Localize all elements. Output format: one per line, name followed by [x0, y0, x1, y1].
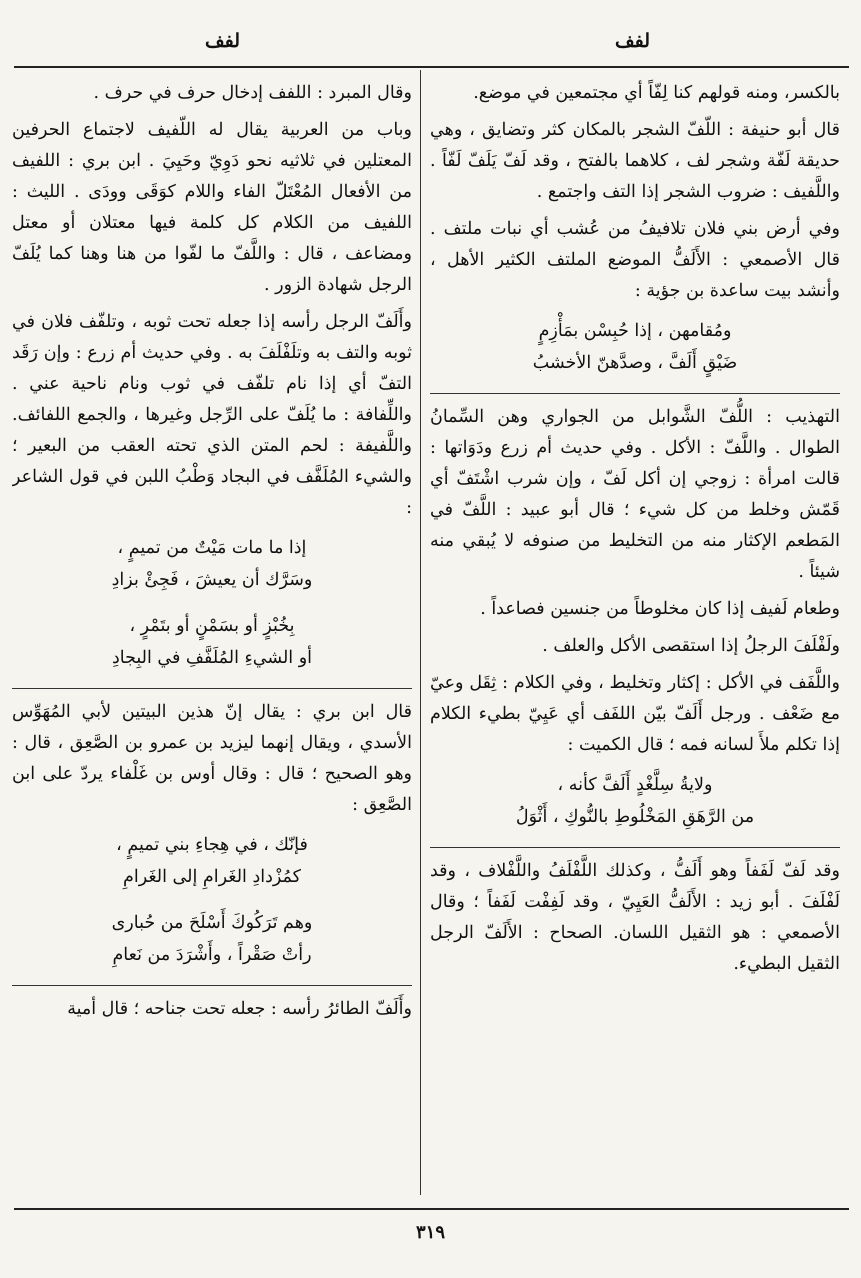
entry-paragraph: وأَلَفّ الطائرُ رأسه : جعله تحت جناحه ؛ قال أمية	[12, 985, 412, 1025]
footer-rule	[14, 1208, 849, 1210]
verse-block	[430, 769, 840, 833]
verse-block	[12, 829, 412, 893]
entry-paragraph: التهذيب : اللُّفّ الشَّوابل من الجواري وهن السِّمانُ الطوال . واللَّفّ : الأكل . وفي حديث أم زرع ودَوَاتها : قالت امرأة : زوجي إن أكل لَفّ ، وإن شرب اشْتَفّ أي قَمّش وخلط من كل شيء ؛ قال أبو عبيد : اللَّفّ في المَطعم الإكثار منه من التخليط من صنوفه لا يُبقي منه شيئاً .	[430, 393, 840, 588]
verse-line: فإنّك ، في هِجاءِ بني تميمٍ ،	[116, 835, 308, 855]
verse-line: كمُزْدادِ الغَرامِ إلى الغَرامِ	[123, 867, 301, 887]
entry-paragraph: وفي أرض بني فلان تلافيفُ من عُشب أي نبات ملتف . قال الأصمعي : الأَلَفُّ الموضع الملتف الكثير الأهل ، وأنشد بيت ساعدة بن جؤية :	[430, 219, 840, 301]
verse-line: بِخُبْزٍ أو بسَمْنٍ أو بتَمْرٍ ،	[129, 616, 295, 636]
verse-block	[12, 532, 412, 596]
verse-line: ولايةُ سِلَّغْدٍ أَلَفَّ كأنه ،	[557, 775, 713, 795]
entry-paragraph: وباب من العربية يقال له اللّفيف لاجتماع الحرفين المعتلين في ثلاثيه نحو دَوِيّ وحَيِيَ . ابن بري : اللفيف من الأفعال المُعْتَلّ الفاء واللام كوَقَى وودَى . الليث : اللفيف من الكلام كل كلمة فيها معتلان أو معتل ومضاعف ، قال : واللَّفّ ما لفّوا من هنا وهنا كما يُلَفّ الرجل شهادة الزور .	[12, 120, 412, 295]
verse-line: ومُقامهن ، إذا حُبِسْن بمَأْزِمٍ	[538, 321, 732, 341]
verse-line: وسَرَّك أن يعيشَ ، فَجِئْ بزادِ	[111, 570, 313, 590]
verse-line: أو الشيءِ المُلَفَّفِ في البِجادِ	[111, 648, 313, 668]
entry-paragraph: بالكسر، ومنه قولهم كنا لِفّاً أي مجتمعين في موضع.	[473, 83, 840, 103]
entry-paragraph: وأَلَفّ الرجل رأسه إذا جعله تحت ثوبه ، وتلفّف فلان في ثوبه والتف به وتلَفْلَفَ به . وفي حديث أم زرع : وإن رَقَد التفّ أي إذا نام تلفّف في ثوب ونام ناحية عني . واللِّفافة : ما يُلَفّ على الرِّجل وغيرها ، والجمع اللفائف. واللَّفيفة : لحم المتن الذي تحته العقب من البعير ؛ والشيء المُلَفَّف في البجاد وَطْبُ اللبن في قول الشاعر :	[12, 312, 412, 518]
verse-line: رأتْ صَقْراً ، وأَشْرَدَ من نَعامِ	[112, 945, 312, 965]
verse-block	[430, 315, 840, 379]
right-column	[430, 78, 840, 1203]
verse-block	[12, 610, 412, 674]
entry-paragraph: وقد لَفّ لَفَفاً وهو أَلَفُّ ، وكذلك اللَّفْلَفُ واللَّفْلاف ، وقد لَفْلَفَ . أبو زيد : الأَلَفُّ العَيِيّ ، وقد لَفِفْت لَفَفاً ؛ وقال الأصمعي : هو الثقيل اللسان. الصحاح : الأَلَفّ الرجل الثقيل البطيء.	[430, 847, 840, 980]
left-column	[12, 78, 412, 1203]
verse-block	[12, 907, 412, 971]
entry-paragraph: ولَفْلَفَ الرجلُ إذا استقصى الأكل والعلف .	[542, 636, 840, 656]
entry-paragraph: قال أبو حنيفة : اللّفّ الشجر بالمكان كثر وتضايق ، وهي حديقة لَفّة وشجر لف ، كلاهما بالفتح ، وقد لَفّ يَلَفّ لَفّاً . واللَّفيف : ضروب الشجر إذا التف واجتمع .	[430, 120, 840, 202]
column-divider	[420, 70, 421, 1195]
running-head-left: لفف	[205, 30, 241, 52]
page-number: ٣١٩	[415, 1222, 445, 1243]
entry-paragraph: وطعام لَفيف إذا كان مخلوطاً من جنسين فصاعداً .	[480, 599, 840, 619]
header-rule	[14, 66, 849, 68]
entry-paragraph: قال ابن بري : يقال إنّ هذين البيتين لأبي المُهَوِّس الأسدي ، ويقال إنهما ليزيد بن عمرو بن الصَّعِق ، قال : وهو الصحيح ؛ قال : وقال أوس بن غَلْفاء يردّ على ابن الصَّعِق :	[12, 688, 412, 821]
verse-line: ضَيْقٍ أَلَفَّ ، وصدَّهنّ الأخشبُ	[532, 353, 738, 373]
verse-line: إذا ما مات مَيْتٌ من تميمٍ ،	[117, 538, 307, 558]
verse-line: وهم تَرَكُوكَ أَسْلَحَ من حُبارى	[111, 913, 313, 933]
entry-paragraph: وقال المبرد : اللفف إدخال حرف في حرف .	[93, 83, 412, 103]
verse-line: من الرَّهَقِ المَخْلُوطِ بالنُّوكِ ، أَثْوَلُ	[515, 807, 755, 827]
running-head-right: لفف	[615, 30, 651, 52]
entry-paragraph: واللَّفَف في الأكل : إكثار وتخليط ، وفي الكلام : ثِقَل وعيّ مع ضَعْف . ورجل أَلَفّ بيّن اللفَف أي عَيِيّ بطيء الكلام إذا تكلم ملأَ لسانه فمه ؛ قال الكميت :	[430, 673, 840, 755]
